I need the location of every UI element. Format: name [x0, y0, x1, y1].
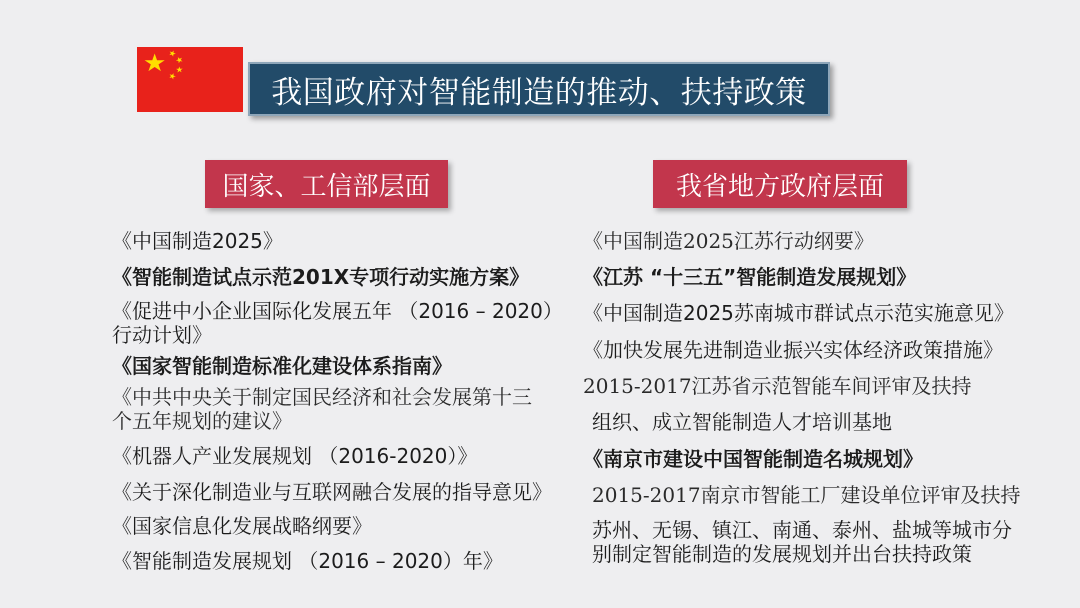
- provincial-policy-item: [583, 229, 874, 253]
- policy-item-text: 2015-2017江苏省示范智能车间评审及扶持: [583, 374, 972, 398]
- national-policy-item: [112, 514, 372, 538]
- policy-item-text-line: 苏州、无锡、镇江、南通、泰州、盐城等城市分: [592, 518, 1012, 542]
- flag-field: [137, 47, 243, 112]
- policy-item-text-line: 《中共中央关于制定国民经济和社会发展第十三: [112, 385, 532, 409]
- provincial-section-header: [653, 160, 907, 208]
- national-policy-item: [112, 265, 529, 289]
- provincial-policy-item: [583, 338, 1003, 362]
- provincial-policy-item: [592, 410, 892, 434]
- policy-item-text: 《国家信息化发展战略纲要》: [112, 514, 372, 538]
- provincial-policy-item: [583, 374, 972, 398]
- national-policy-item: [112, 299, 563, 347]
- provincial-policy-item: [583, 447, 923, 471]
- policy-item-text-line: 个五年规划的建议》: [112, 409, 292, 433]
- policy-item-text: 《南京市建设中国智能制造名城规划》: [583, 447, 923, 471]
- national-policy-item: [112, 480, 552, 504]
- policy-item-text: 《机器人产业发展规划 （2016-2020）》: [112, 444, 478, 468]
- national-section-title: 国家、工信部层面: [222, 171, 431, 202]
- policy-item-text: 《江苏 “十三五”智能制造发展规划》: [583, 265, 917, 289]
- provincial-section-title: 我省地方政府层面: [675, 171, 884, 202]
- policy-item-text-line: 行动计划》: [112, 323, 212, 347]
- policy-item-text: 《加快发展先进制造业振兴实体经济政策措施》: [583, 338, 1003, 362]
- slide-title: 我国政府对智能制造的推动、扶持政策: [271, 74, 807, 111]
- china-flag-icon: [137, 47, 243, 112]
- policy-item-text-line: 别制定智能制造的发展规划并出台扶持政策: [592, 542, 972, 566]
- policy-item-text: 《中国制造2025苏南城市群试点示范实施意见》: [583, 301, 1014, 325]
- national-policy-item: [112, 354, 452, 378]
- national-policy-item: [112, 549, 503, 573]
- policy-item-text-line: 《促进中小企业国际化发展五年 （2016 – 2020）: [112, 299, 563, 323]
- national-section-header: [205, 160, 448, 208]
- provincial-policy-item: [592, 483, 1021, 507]
- policy-item-text: 《关于深化制造业与互联网融合发展的指导意见》: [112, 480, 552, 504]
- slide-title-banner: [248, 62, 830, 116]
- policy-item-text: 《中国制造2025江苏行动纲要》: [583, 229, 874, 253]
- national-policy-item: [112, 229, 283, 253]
- provincial-policy-item: [583, 301, 1014, 325]
- provincial-policy-item: [592, 518, 1012, 566]
- policy-item-text: 《智能制造发展规划 （2016 – 2020）年》: [112, 549, 503, 573]
- policy-item-text: 2015-2017南京市智能工厂建设单位评审及扶持: [592, 483, 1021, 507]
- policy-item-text: 组织、成立智能制造人才培训基地: [592, 410, 892, 434]
- policy-item-text: 《中国制造2025》: [112, 229, 283, 253]
- national-policy-item: [112, 444, 477, 468]
- policy-item-text: 《智能制造试点示范201X专项行动实施方案》: [112, 265, 530, 289]
- policy-item-text: 《国家智能制造标准化建设体系指南》: [112, 354, 452, 378]
- national-policy-item: [112, 385, 532, 433]
- provincial-policy-item: [583, 265, 916, 289]
